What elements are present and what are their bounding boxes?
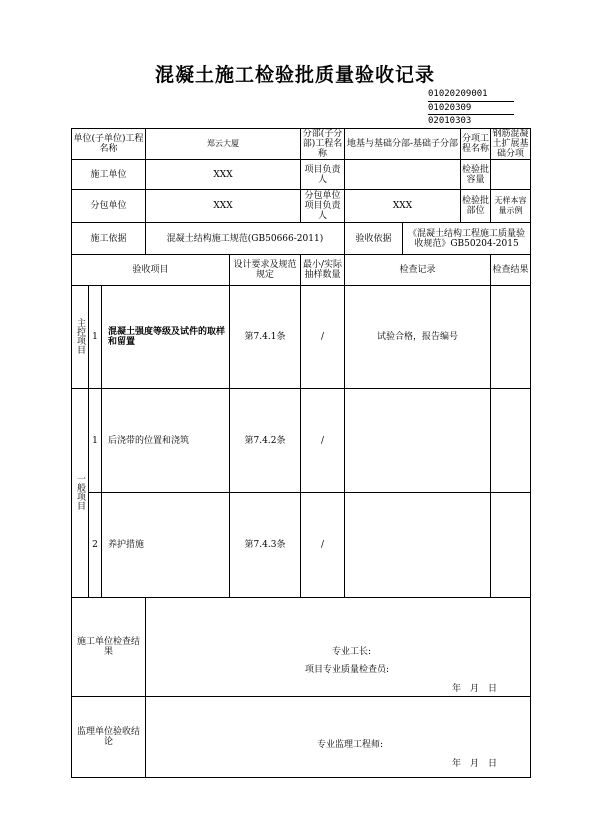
inspection-table xyxy=(71,128,531,778)
row-no: 1 xyxy=(89,286,102,389)
subcontractor-value: XXX xyxy=(146,190,301,223)
item-label: 分项工程名称 xyxy=(461,129,491,160)
row-clause: 第7.4.2条 xyxy=(230,389,301,493)
engineer-label: 专业监理工程师: xyxy=(317,740,384,750)
row-sample: / xyxy=(301,286,345,389)
date-label-1: 年 月 日 xyxy=(452,684,498,694)
contractor-label: 施工单位 xyxy=(72,160,146,190)
row-result xyxy=(491,389,531,493)
row-record xyxy=(345,389,491,493)
main-group-label: 主控项目 xyxy=(72,286,89,389)
qc-label: 项目专业质量检查员: xyxy=(305,665,390,675)
location-value: 无样本容量示例 xyxy=(491,190,531,223)
col-record: 检查记录 xyxy=(345,255,491,286)
subunit-label: 分部(子分部)工程名称 xyxy=(301,129,345,160)
supervisor-check-label: 监理单位验收结论 xyxy=(72,697,146,778)
record-codes xyxy=(428,88,514,129)
code-1: 01020209001 xyxy=(428,88,514,102)
basis-value: 混凝土结构施工规范(GB50666-2011) xyxy=(146,223,345,255)
unit-label: 单位(子单位)工程名称 xyxy=(72,129,146,160)
row-name: 养护措施 xyxy=(102,493,230,598)
code-2: 01020309 xyxy=(428,102,514,116)
row-record: 试验合格，报告编号 xyxy=(345,286,491,389)
acceptance-basis-label: 验收依据 xyxy=(345,223,403,255)
sub-pm-value: XXX xyxy=(345,190,461,223)
pm-value xyxy=(345,160,461,190)
page-title: 混凝土施工检验批质量验收记录 xyxy=(154,64,435,86)
contractor-check-area xyxy=(146,598,531,697)
row-name: 混凝土强度等级及试件的取样和留置 xyxy=(102,286,230,389)
acceptance-basis-value: 《混凝土结构工程施工质量验收规范》GB50204-2015 xyxy=(403,223,531,255)
col-sample: 最小/实际抽样数量 xyxy=(301,255,345,286)
basis-label: 施工依据 xyxy=(72,223,146,255)
row-sample: / xyxy=(301,493,345,598)
location-label: 检验批部位 xyxy=(461,190,491,223)
pm-label: 项目负责人 xyxy=(301,160,345,190)
row-sample: / xyxy=(301,389,345,493)
contractor-check-label: 施工单位检查结果 xyxy=(72,598,146,697)
capacity-label: 检验批容量 xyxy=(461,160,491,190)
unit-value: 郑云大厦 xyxy=(146,129,301,160)
row-name: 后浇带的位置和浇筑 xyxy=(102,389,230,493)
row-clause: 第7.4.1条 xyxy=(230,286,301,389)
capacity-value xyxy=(491,160,531,190)
code-3: 02010303 xyxy=(428,115,514,129)
subcontractor-label: 分包单位 xyxy=(72,190,146,223)
row-result xyxy=(491,493,531,598)
subunit-value: 地基与基础分部-基础子分部 xyxy=(345,129,461,160)
sub-pm-label: 分包单位项目负责人 xyxy=(301,190,345,223)
row-no: 1 xyxy=(89,389,102,493)
row-no: 2 xyxy=(89,493,102,598)
row-result xyxy=(491,286,531,389)
general-group-label: 一般项目 xyxy=(72,389,89,598)
item-value: 钢筋混凝土扩展基础分项 xyxy=(492,129,529,159)
date-label-2: 年 月 日 xyxy=(452,759,498,769)
col-item: 验收项目 xyxy=(72,255,230,286)
col-result: 检查结果 xyxy=(491,255,531,286)
supervisor-check-area xyxy=(146,697,531,778)
col-design: 设计要求及规范规定 xyxy=(230,255,301,286)
row-clause: 第7.4.3条 xyxy=(230,493,301,598)
row-record xyxy=(345,493,491,598)
contractor-value: XXX xyxy=(146,160,301,190)
foreman-label: 专业工长: xyxy=(332,647,372,657)
